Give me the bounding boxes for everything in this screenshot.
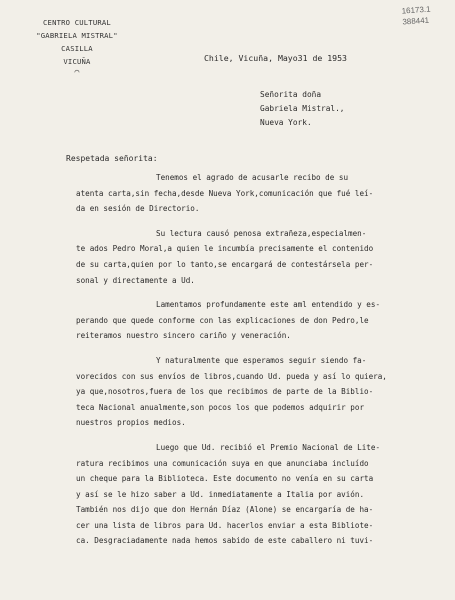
body-line: nuestros propios medios. <box>76 418 186 428</box>
addressee-line: Nueva York. <box>260 118 312 127</box>
body-line: Luego que Ud. recibió el Premio Nacional de Lite- <box>156 442 381 452</box>
body-line: te ados Pedro Moral,a quien le incumbía precisamente el contenido <box>76 244 374 254</box>
letterhead-line-1: CENTRO CULTURAL <box>43 18 111 27</box>
addressee-line: Gabriela Mistral., <box>260 104 345 113</box>
body-line: vorecidos con sus envíos de libros,cuando Ud. pueda y así lo quiera, <box>76 371 387 381</box>
body-line: y así se le hizo saber a Ud. inmediatamente a Italia por avión. <box>76 489 365 499</box>
body-line: teca Nacional anualmente,son pocos los que podemos adquirir por <box>76 402 365 412</box>
archive-mark-2: 388441 <box>402 15 430 27</box>
letterhead <box>22 16 132 76</box>
body-line: de su carta,quien por lo tanto,se encargará de contestársela per- <box>76 259 374 269</box>
body-line: ca. Desgraciadamente nada hemos sabido de este caballero ni tuvi- <box>76 536 374 546</box>
letter-body <box>76 170 436 549</box>
letterhead-emblem-icon: ⌒ <box>74 67 80 76</box>
addressee-line: Señorita doña <box>260 90 322 99</box>
body-line: sonal y directamente a Ud. <box>76 275 195 285</box>
body-line: un cheque para la Biblioteca. Este documento no venía en su carta <box>76 474 374 484</box>
body-line: atenta carta,sin fecha,desde Nueva York,comunicación que fué leí- <box>76 188 374 198</box>
body-line: cer una lista de libros para Ud. hacerlos enviar a esta Bibliote- <box>76 520 374 530</box>
body-line: perando que quede conforme con las explicaciones de don Pedro,le <box>76 315 369 325</box>
body-line: Tenemos el agrado de acusarle recibo de su <box>156 173 349 182</box>
body-line: Lamentamos profundamente este aml entendido y es- <box>156 300 381 310</box>
body-line: reiteramos nuestro sincero cariño y veneración. <box>76 331 291 341</box>
body-line: da en sesión de Directorio. <box>76 204 200 214</box>
letterhead-line-3: CASILLA <box>61 44 93 53</box>
letter-date: Chile, Vicuña, Mayo31 de 1953 <box>204 53 347 63</box>
body-line: También nos dijo que don Hernán Díaz (Alone) se encargaría de ha- <box>76 505 374 515</box>
salutation: Respetada señorita: <box>66 154 158 163</box>
body-line: Su lectura causó penosa extrañeza,especialmen- <box>156 228 367 238</box>
addressee-block <box>260 88 345 130</box>
body-line: ratura recibimos una comunicación suya en que anunciaba incluído <box>76 458 369 468</box>
body-line: ya que,nosotros,fuera de los que recibimos de parte de la Biblio- <box>76 387 374 397</box>
body-line: Y naturalmente que esperamos seguir siendo fa- <box>156 355 367 365</box>
letterhead-line-4: VICUÑA <box>63 57 91 66</box>
archive-marks <box>401 2 447 27</box>
letterhead-line-2: "GABRIELA MISTRAL" <box>36 31 118 40</box>
archive-mark-1: 16173.1 <box>401 4 431 16</box>
